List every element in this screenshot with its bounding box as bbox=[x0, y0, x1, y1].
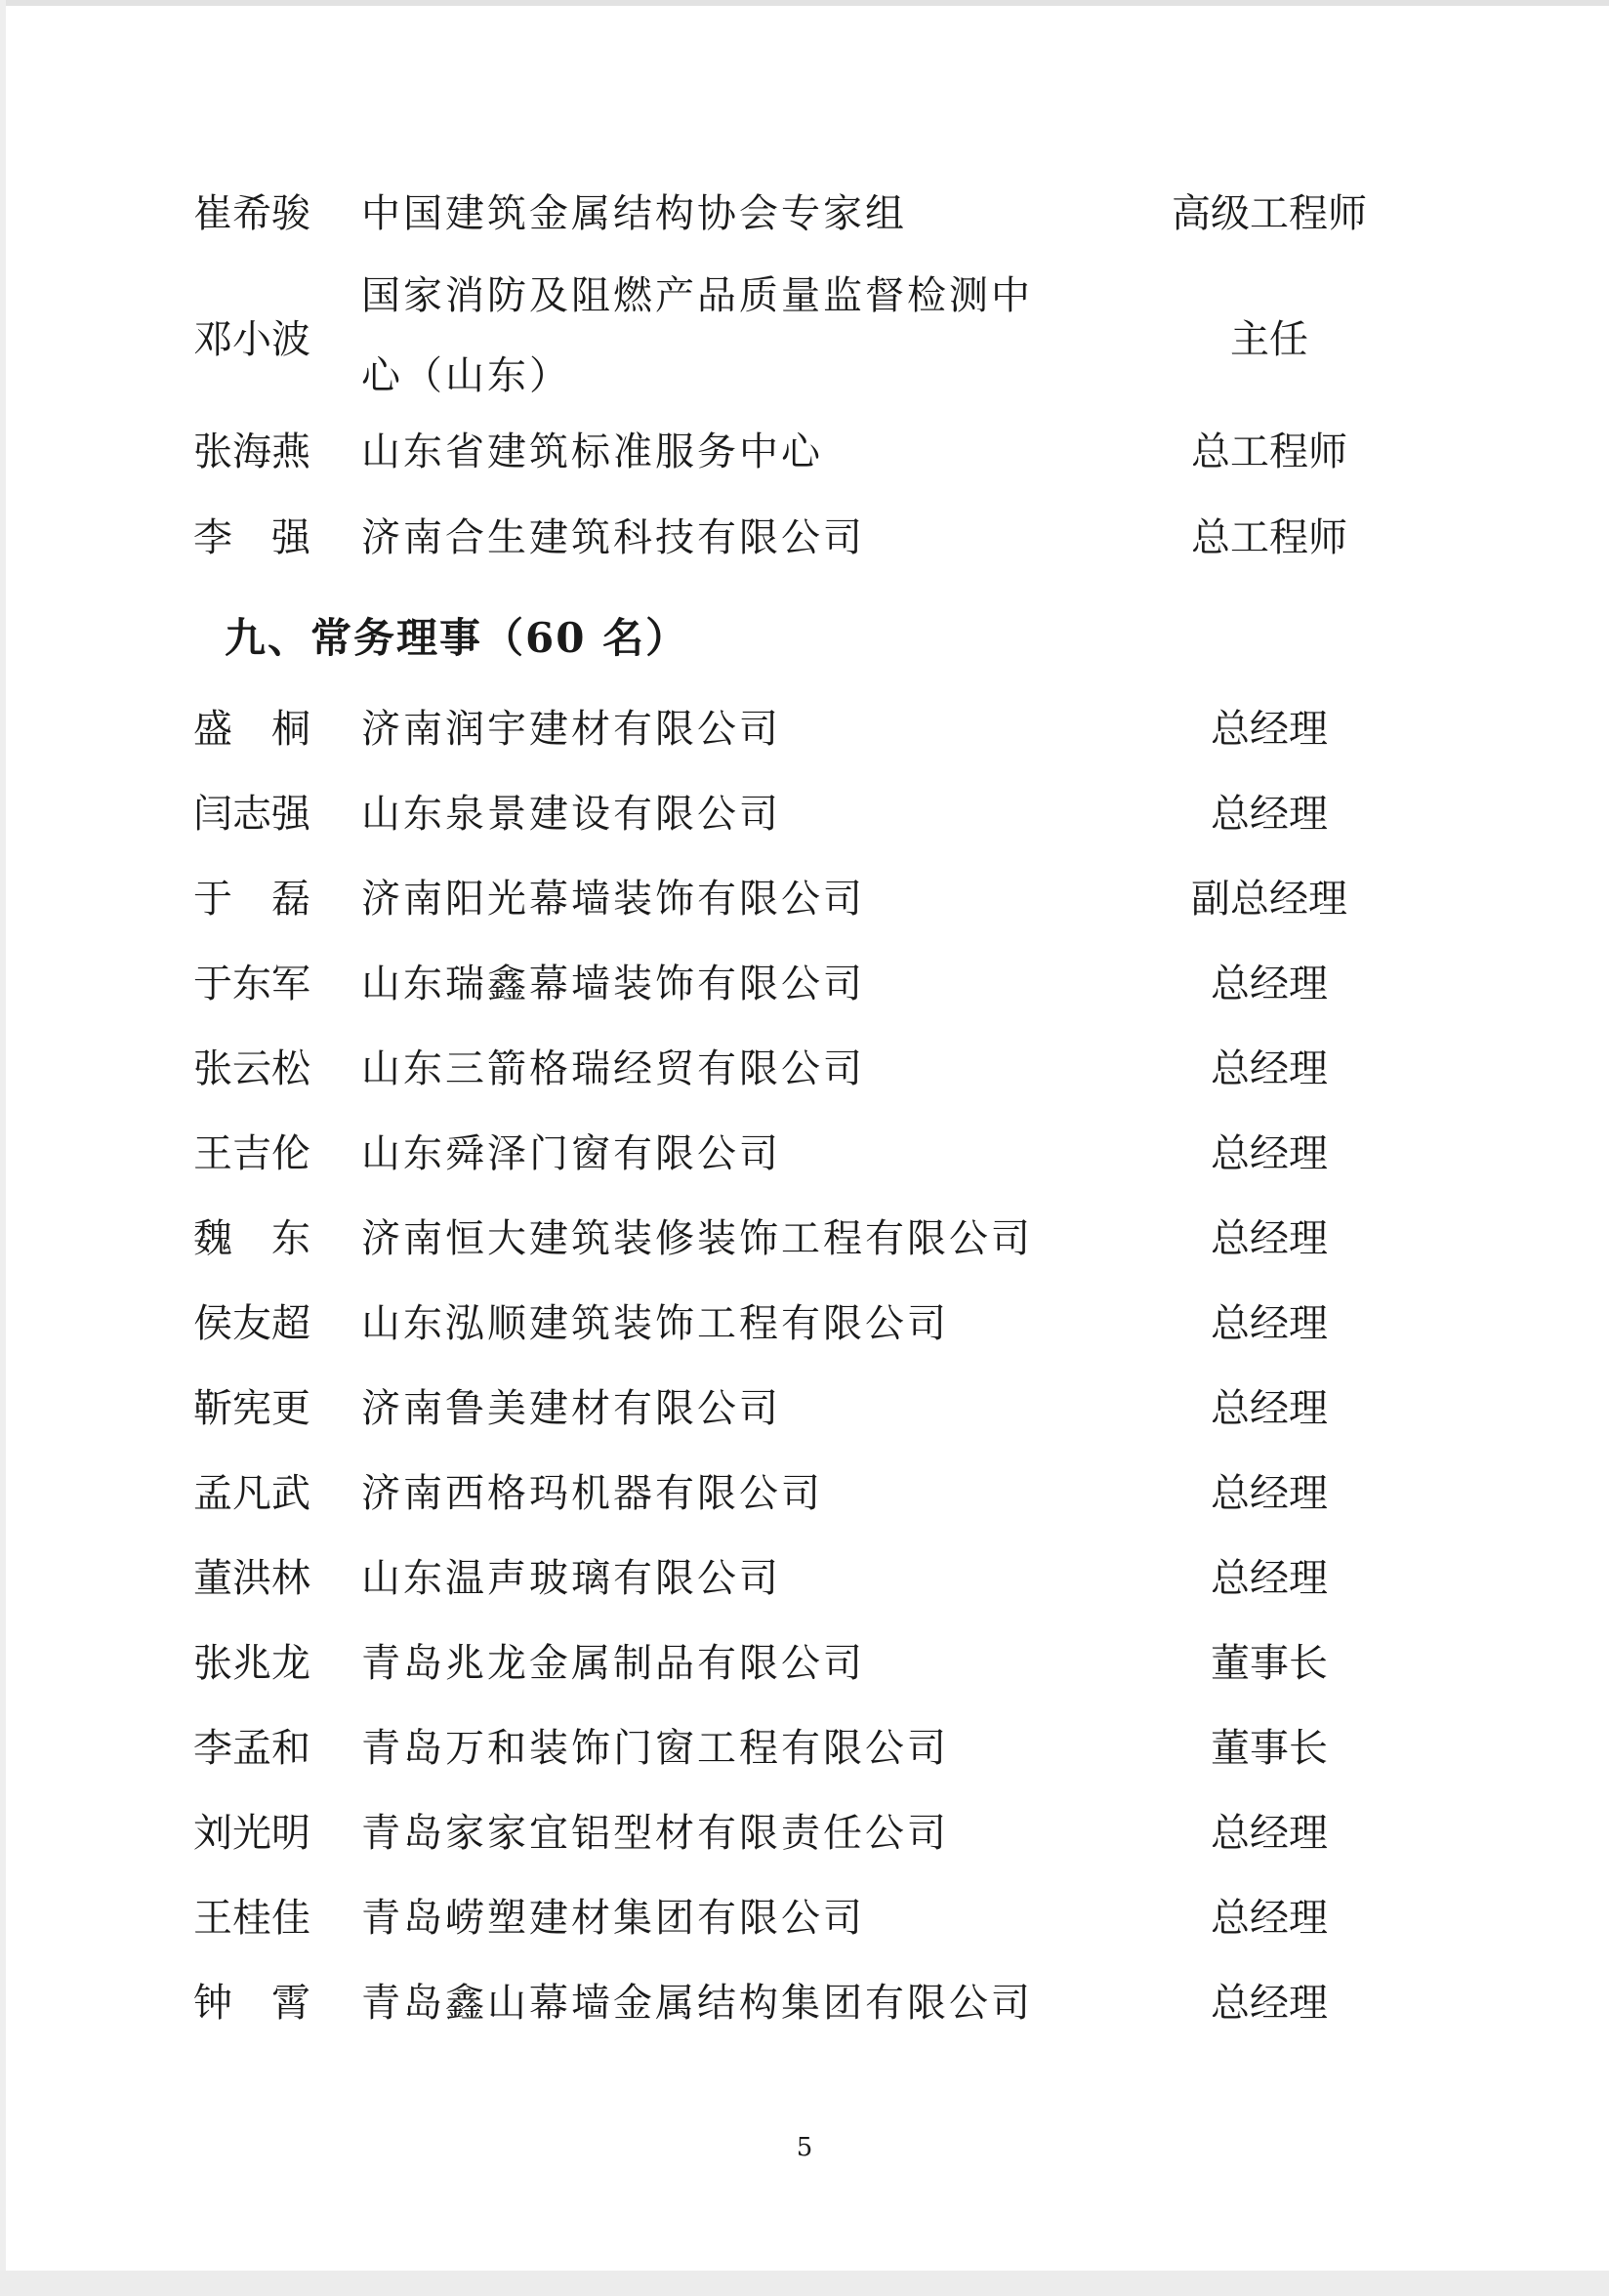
director-row bbox=[0, 1621, 1609, 1705]
organization: 青岛崂塑建材集团有限公司 bbox=[361, 1896, 865, 1941]
person-name: 王吉伦 bbox=[193, 1131, 310, 1176]
director-row bbox=[0, 1452, 1609, 1536]
job-title: 董事长 bbox=[1211, 1726, 1328, 1771]
organization: 青岛万和装饰门窗工程有限公司 bbox=[361, 1726, 949, 1771]
list-row bbox=[0, 496, 1609, 580]
organization: 济南润宇建材有限公司 bbox=[361, 707, 781, 752]
job-title: 总经理 bbox=[1211, 1301, 1328, 1346]
organization: 山东省建筑标准服务中心 bbox=[361, 430, 823, 474]
person-name: 张云松 bbox=[193, 1046, 310, 1091]
organization: 青岛家家宜铝型材有限责任公司 bbox=[361, 1811, 949, 1856]
list-row bbox=[0, 256, 1609, 424]
director-row bbox=[0, 1537, 1609, 1620]
director-row bbox=[0, 1027, 1609, 1111]
organization: 济南合生建筑科技有限公司 bbox=[361, 515, 865, 560]
person-name: 刘光明 bbox=[193, 1811, 310, 1856]
person-name: 于 磊 bbox=[193, 877, 310, 922]
director-row bbox=[0, 1791, 1609, 1875]
person-name: 魏 东 bbox=[193, 1216, 310, 1261]
job-title: 总经理 bbox=[1211, 707, 1328, 752]
job-title: 总经理 bbox=[1211, 1556, 1328, 1601]
section-heading: 九、常务理事（60 名） bbox=[225, 614, 689, 662]
organization: 山东泓顺建筑装饰工程有限公司 bbox=[361, 1301, 949, 1346]
job-title: 董事长 bbox=[1211, 1641, 1328, 1686]
director-row bbox=[0, 857, 1609, 941]
organization: 青岛鑫山幕墙金属结构集团有限公司 bbox=[361, 1981, 1033, 2026]
director-row bbox=[0, 1961, 1609, 2045]
director-row bbox=[0, 1876, 1609, 1960]
page-number: 5 bbox=[796, 2133, 813, 2162]
person-name: 靳宪更 bbox=[193, 1386, 310, 1431]
person-name: 崔希骏 bbox=[193, 191, 310, 236]
person-name: 钟 霄 bbox=[193, 1981, 310, 2026]
organization: 青岛兆龙金属制品有限公司 bbox=[361, 1641, 865, 1686]
organization: 山东瑞鑫幕墙装饰有限公司 bbox=[361, 962, 865, 1006]
organization: 国家消防及阻燃产品质量监督检测中心（山东） bbox=[361, 273, 1033, 398]
organization: 山东温声玻璃有限公司 bbox=[361, 1556, 781, 1601]
job-title: 总经理 bbox=[1211, 1896, 1328, 1941]
list-row bbox=[0, 172, 1609, 256]
person-name: 孟凡武 bbox=[193, 1471, 310, 1516]
person-name: 邓小波 bbox=[193, 317, 310, 362]
job-title: 总经理 bbox=[1211, 1216, 1328, 1261]
person-name: 闫志强 bbox=[193, 792, 310, 837]
organization: 山东泉景建设有限公司 bbox=[361, 792, 781, 837]
organization: 济南阳光幕墙装饰有限公司 bbox=[361, 877, 865, 922]
director-row bbox=[0, 772, 1609, 856]
director-row bbox=[0, 942, 1609, 1026]
person-name: 盛 桐 bbox=[193, 707, 310, 752]
job-title: 总经理 bbox=[1211, 1981, 1328, 2026]
organization: 山东舜泽门窗有限公司 bbox=[361, 1131, 781, 1176]
job-title: 总经理 bbox=[1211, 1811, 1328, 1856]
job-title: 总经理 bbox=[1211, 1131, 1328, 1176]
job-title: 总经理 bbox=[1211, 792, 1328, 837]
director-row bbox=[0, 1282, 1609, 1366]
director-row bbox=[0, 687, 1609, 771]
person-name: 张海燕 bbox=[193, 430, 310, 474]
job-title: 总经理 bbox=[1211, 962, 1328, 1006]
job-title: 总经理 bbox=[1211, 1046, 1328, 1091]
organization: 济南西格玛机器有限公司 bbox=[361, 1471, 823, 1516]
job-title: 总经理 bbox=[1211, 1386, 1328, 1431]
director-row bbox=[0, 1706, 1609, 1790]
list-row bbox=[0, 410, 1609, 494]
organization: 中国建筑金属结构协会专家组 bbox=[361, 191, 907, 236]
job-title: 总工程师 bbox=[1191, 515, 1347, 560]
organization: 济南鲁美建材有限公司 bbox=[361, 1386, 781, 1431]
organization: 济南恒大建筑装修装饰工程有限公司 bbox=[361, 1216, 1033, 1261]
person-name: 李 强 bbox=[193, 515, 310, 560]
job-title: 总工程师 bbox=[1191, 430, 1347, 474]
person-name: 董洪林 bbox=[193, 1556, 310, 1601]
job-title: 主任 bbox=[1230, 317, 1308, 362]
director-row bbox=[0, 1197, 1609, 1281]
scan-edge-bottom bbox=[0, 2271, 1609, 2296]
job-title: 副总经理 bbox=[1191, 877, 1347, 922]
organization: 山东三箭格瑞经贸有限公司 bbox=[361, 1046, 865, 1091]
person-name: 张兆龙 bbox=[193, 1641, 310, 1686]
scan-edge-top bbox=[0, 0, 1609, 6]
job-title: 高级工程师 bbox=[1172, 191, 1367, 236]
director-row bbox=[0, 1112, 1609, 1196]
job-title: 总经理 bbox=[1211, 1471, 1328, 1516]
person-name: 李孟和 bbox=[193, 1726, 310, 1771]
director-row bbox=[0, 1367, 1609, 1451]
person-name: 于东军 bbox=[193, 962, 310, 1006]
person-name: 王桂佳 bbox=[193, 1896, 310, 1941]
person-name: 侯友超 bbox=[193, 1301, 310, 1346]
